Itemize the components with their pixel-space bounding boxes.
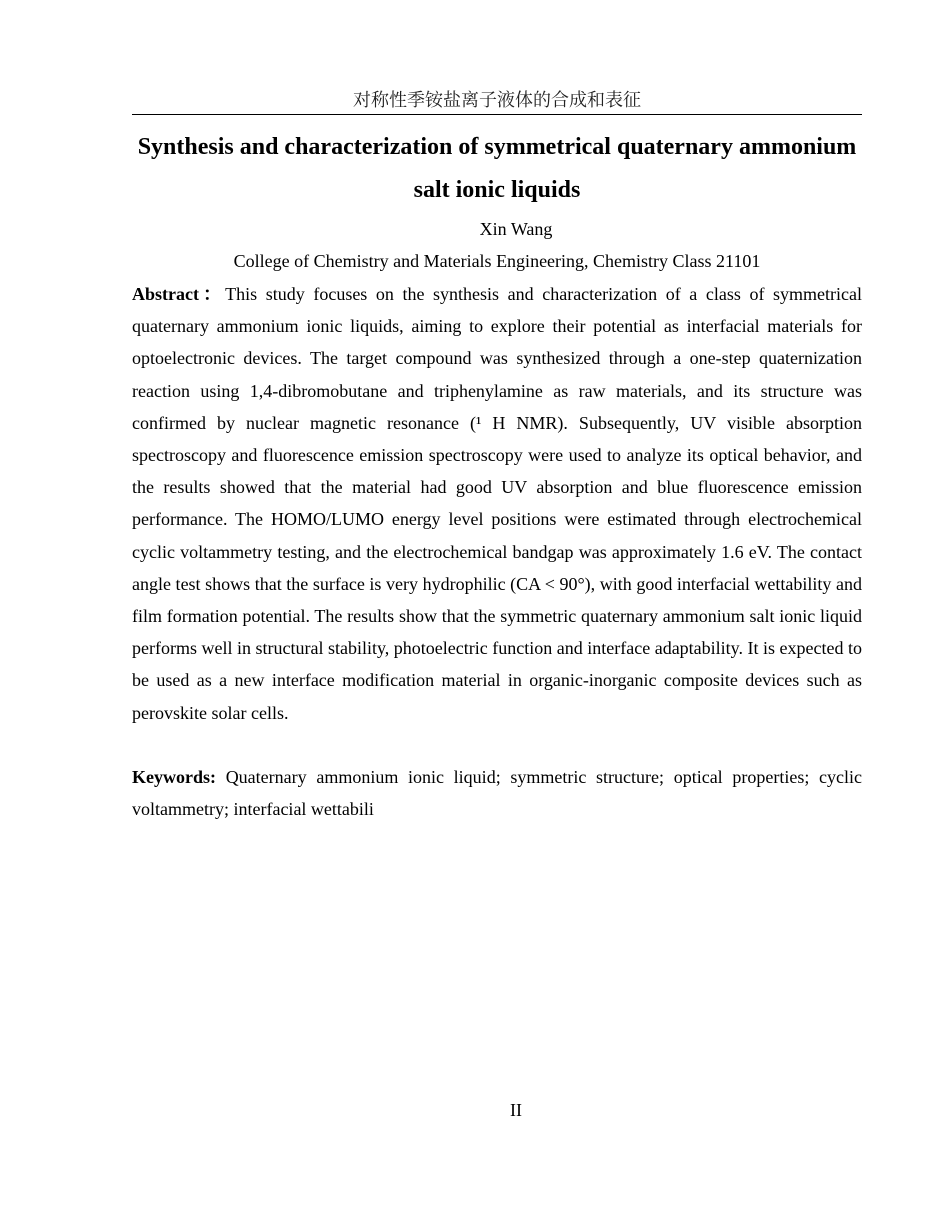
keywords-paragraph (132, 761, 862, 825)
running-header-title: 对称性季铵盐离子液体的合成和表征 (353, 90, 641, 111)
keywords-text: Quaternary ammonium ionic liquid; symmetric structure; optical properties; cyclic voltammetry; interfacial wettabili (132, 767, 862, 819)
abstract-paragraph (132, 278, 862, 729)
abstract-label: Abstract： (132, 284, 226, 304)
page-number: II (510, 1100, 522, 1120)
running-header (132, 88, 862, 115)
author-name: Xin Wang (479, 219, 553, 239)
author-affiliation: College of Chemistry and Materials Engineering, Chemistry Class 21101 (233, 251, 761, 271)
paper-title: Synthesis and characterization of symmetrical quaternary ammonium salt ionic liquids (137, 134, 857, 203)
abstract-text: This study focuses on the synthesis and characterization of a class of symmetrical quaternary ammonium ionic liquids, aiming to explore their potential as interfacial materials for optoelectronic devices. The target compound was synthesized through a one-step quaternization reaction using 1,4-dibromobutane and triphenylamine as raw materials, and its structure was confirmed by nuclear magnetic resonance (¹ H NMR). Subsequently, UV visible absorption spectroscopy and fluorescence emission spectroscopy were used to analyze its optical behavior, and the results showed that the material had good UV absorption and blue fluorescence emission performance. The HOMO/LUMO energy level positions were estimated through electrochemical cyclic voltammetry testing, and the electrochemical bandgap was approximately 1.6 eV. The contact angle test shows that the surface is very hydrophilic (CA < 90°), with good interfacial wettability and film formation potential. The results show that the symmetric quaternary ammonium salt ionic liquid performs well in structural stability, photoelectric function and interface adaptability. It is expected to be used as a new interface modification material in organic-inorganic composite devices such as perovskite solar cells. (132, 284, 862, 723)
keywords-label: Keywords: (132, 767, 216, 787)
